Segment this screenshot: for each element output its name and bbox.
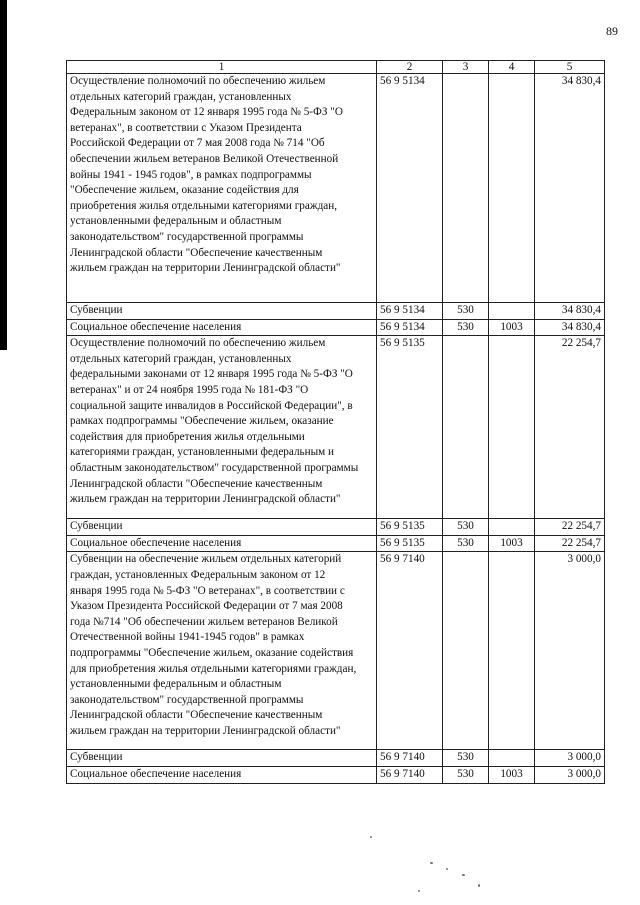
- row-amount: 34 830,4: [535, 74, 605, 303]
- row-code: 56 9 5135: [377, 519, 443, 536]
- row-amount: 22 254,7: [535, 519, 605, 536]
- budget-table: [66, 60, 605, 784]
- row-description: Осуществление полномочий по обеспечению жильем отдельных категорий граждан, установленных федеральными законами от 12 января 1995 года № 5-ФЗ "О ветеранах" и от 24 ноября 1995 года № 181-ФЗ "О социальной защите инвалидов в Российской Федерации", в рамках подпрограммы "Обеспечение жильем, оказание содействия для приобретения жилья отдельными категориями граждан, установленными федеральным и областным законодательством" государственной программы Ленинградской области "Обеспечение качественным жильем граждан на территории Ленинградской области": [67, 336, 377, 519]
- row-type: [443, 552, 489, 750]
- row-type: 530: [443, 535, 489, 552]
- header-col-5: 5: [535, 61, 605, 74]
- row-section: [489, 750, 535, 767]
- row-section: [489, 74, 535, 303]
- row-section: 1003: [489, 766, 535, 783]
- row-type: 530: [443, 303, 489, 320]
- table-row: [67, 336, 605, 519]
- header-col-4: 4: [489, 61, 535, 74]
- row-section: [489, 336, 535, 519]
- table-row: [67, 519, 605, 536]
- table-row: [67, 74, 605, 303]
- row-code: 56 9 7140: [377, 750, 443, 767]
- table-row: [67, 552, 605, 750]
- row-type: [443, 336, 489, 519]
- row-description: Субвенции на обеспечение жильем отдельных категорий граждан, установленных Федеральным законом от 12 января 1995 года № 5-ФЗ "О ветеранах", в соответствии с Указом Президента Российской Федерации от 7 мая 2008 года №714 "Об обеспечении жильем ветеранов Великой Отечественной войны 1941-1945 годов" в рамках подпрограммы "Обеспечение жильем, оказание содействия для приобретения жилья отдельными категориями граждан, установленными федеральным и областным законодательством" государственной программы Ленинградской области "Обеспечение качественным жильем граждан на территории Ленинградской области": [67, 552, 377, 750]
- row-type: 530: [443, 319, 489, 336]
- table-row: [67, 319, 605, 336]
- row-code: 56 9 5134: [377, 319, 443, 336]
- scan-edge-bar: [0, 0, 7, 350]
- row-code: 56 9 7140: [377, 766, 443, 783]
- scan-speck: [370, 836, 372, 838]
- row-description: Социальное обеспечение населения: [67, 766, 377, 783]
- row-amount: 3 000,0: [535, 750, 605, 767]
- row-description: Социальное обеспечение населения: [67, 535, 377, 552]
- row-code: 56 9 5134: [377, 74, 443, 303]
- row-description: Субвенции: [67, 750, 377, 767]
- row-amount: 34 830,4: [535, 303, 605, 320]
- row-section: [489, 519, 535, 536]
- row-amount: 22 254,7: [535, 535, 605, 552]
- row-type: 530: [443, 750, 489, 767]
- page-number: 89: [606, 24, 618, 38]
- row-code: 56 9 5134: [377, 303, 443, 320]
- row-code: 56 9 5135: [377, 336, 443, 519]
- row-section: [489, 303, 535, 320]
- scan-speck: [446, 868, 448, 870]
- row-description: Субвенции: [67, 519, 377, 536]
- row-section: 1003: [489, 535, 535, 552]
- row-description: Осуществление полномочий по обеспечению жильем отдельных категорий граждан, установленных Федеральным законом от 12 января 1995 года № 5-ФЗ "О ветеранах", в соответствии с Указом Президента Российской Федерации от 7 мая 2008 года № 714 "Об обеспечении жильем ветеранов Великой Отечественной войны 1941 - 1945 годов", в рамках подпрограммы "Обеспечение жильем, оказание содействия для приобретения жилья отдельными категориями граждан, установленными федеральным и областным законодательством" государственной программы Ленинградской области "Обеспечение качественным жильем граждан на территории Ленинградской области": [67, 74, 377, 303]
- row-amount: 22 254,7: [535, 336, 605, 519]
- row-description: Субвенции: [67, 303, 377, 320]
- header-col-2: 2: [377, 61, 443, 74]
- scan-speck: [430, 862, 433, 864]
- header-col-3: 3: [443, 61, 489, 74]
- table-row: [67, 750, 605, 767]
- row-type: 530: [443, 766, 489, 783]
- row-type: 530: [443, 519, 489, 536]
- scan-speck: [418, 890, 420, 892]
- table-row: [67, 303, 605, 320]
- table-row: [67, 535, 605, 552]
- row-amount: 3 000,0: [535, 766, 605, 783]
- row-section: 1003: [489, 319, 535, 336]
- row-description: Социальное обеспечение населения: [67, 319, 377, 336]
- table-row: [67, 766, 605, 783]
- row-section: [489, 552, 535, 750]
- header-col-1: 1: [67, 61, 377, 74]
- scan-speck: [478, 884, 480, 887]
- row-amount: 34 830,4: [535, 319, 605, 336]
- row-amount: 3 000,0: [535, 552, 605, 750]
- row-code: 56 9 5135: [377, 535, 443, 552]
- scan-speck: [462, 874, 465, 876]
- row-code: 56 9 7140: [377, 552, 443, 750]
- row-type: [443, 74, 489, 303]
- header-row: [67, 61, 605, 74]
